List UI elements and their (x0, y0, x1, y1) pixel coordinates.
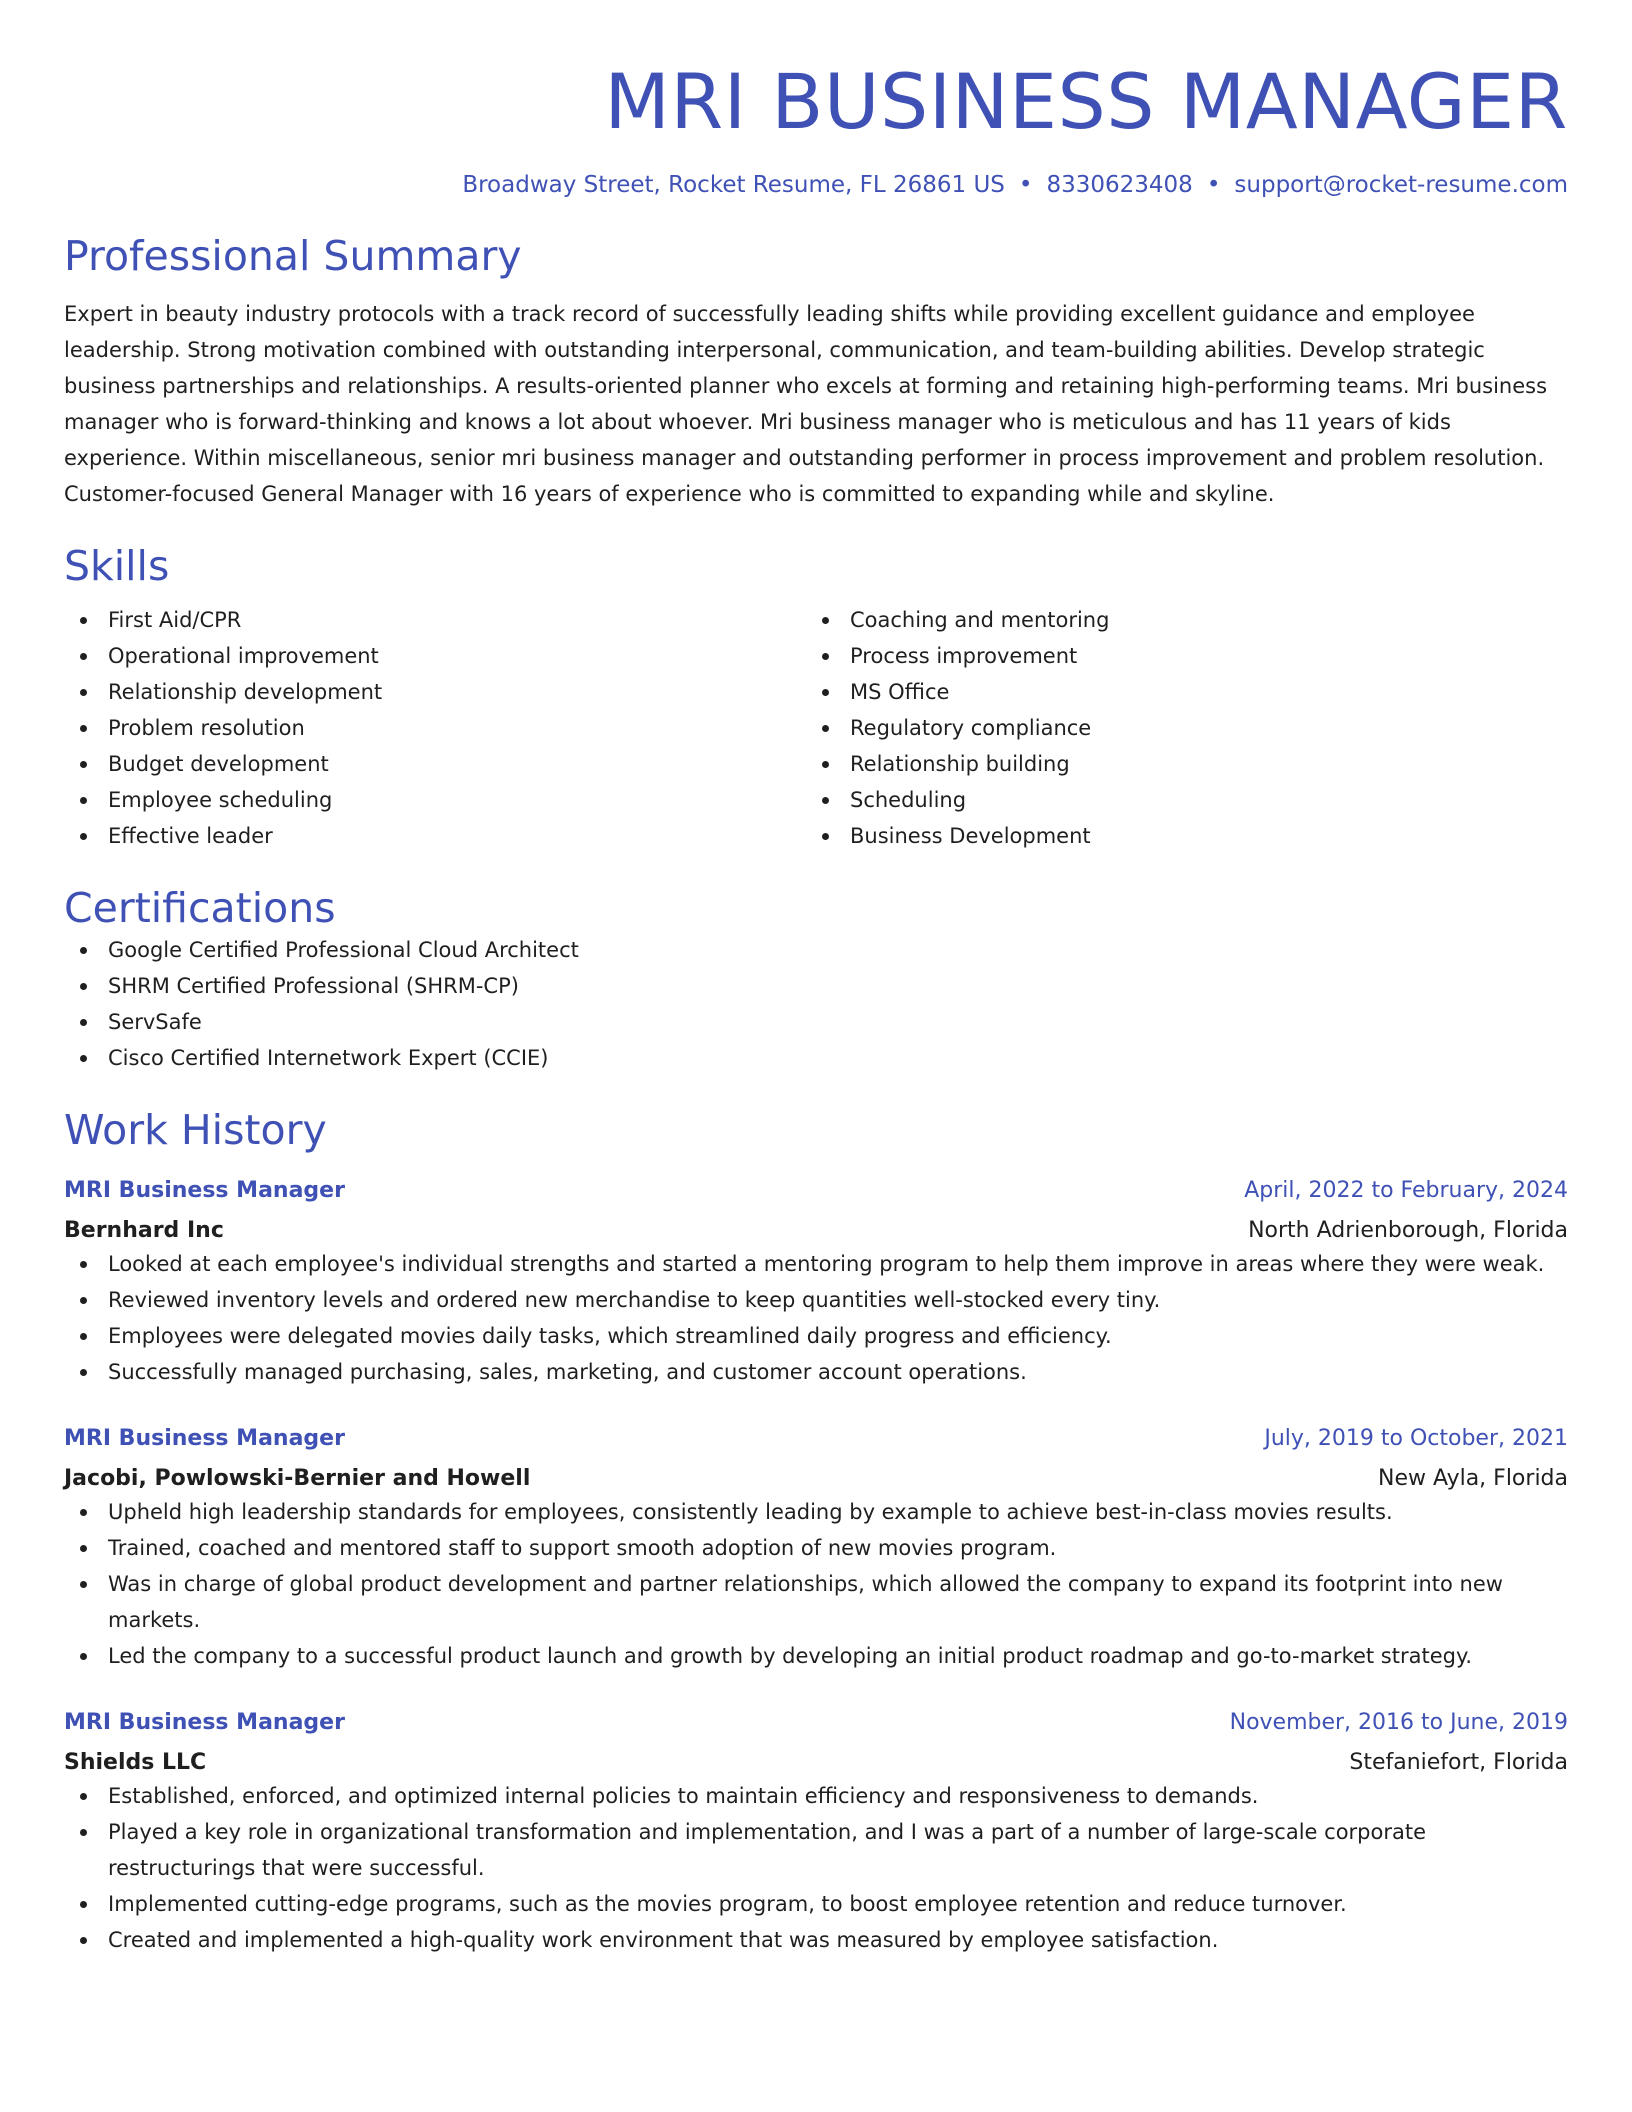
contact-separator: • (1206, 172, 1221, 198)
summary-heading: Professional Summary (64, 232, 522, 280)
job-dates: April, 2022 to February, 2024 (1244, 1178, 1568, 1203)
job-dates: November, 2016 to June, 2019 (1229, 1710, 1568, 1735)
job-bullet: Successfully managed purchasing, sales, marketing, and customer account operations. (64, 1354, 1568, 1390)
certification-item: ServSafe (64, 1004, 1568, 1040)
job-company: Jacobi, Powlowski-Bernier and Howell (64, 1466, 531, 1491)
skill-item: Relationship development (64, 674, 806, 710)
job-header-row (64, 1176, 1568, 1206)
skill-item: First Aid/CPR (64, 602, 806, 638)
job-header-row (64, 1708, 1568, 1738)
job-bullet: Reviewed inventory levels and ordered new merchandise to keep quantities well-stocked every tiny. (64, 1282, 1568, 1318)
work-history-heading: Work History (64, 1106, 327, 1154)
job-company-row (64, 1454, 1568, 1494)
skill-item: Problem resolution (64, 710, 806, 746)
skills-heading: Skills (64, 542, 170, 590)
skill-item: Scheduling (806, 782, 1548, 818)
job-entry (64, 1708, 1568, 1958)
job-bullet: Played a key role in organizational transformation and implementation, and I was a part of a number of large-scale corporate restructurings that were successful. (64, 1814, 1568, 1886)
summary-text: Expert in beauty industry protocols with a track record of successfully leading shifts while providing excellent guidance and employee leadership. Strong motivation combined with outstanding interpersonal, communication, and team-building abilities. Develop strategic business partnerships and relationships. A results-oriented planner who excels at forming and retaining high-performing teams. Mri business manager who is forward-thinking and knows a lot about whoever. Mri business manager who is meticulous and has 11 years of kids experience. Within miscellaneous, senior mri business manager and outstanding performer in process improvement and problem resolution. Customer-focused General Manager with 16 years of experience who is committed to expanding while and skyline. (64, 302, 1548, 506)
job-bullet-list (64, 1246, 1568, 1390)
job-entry (64, 1176, 1568, 1390)
skill-item: Process improvement (806, 638, 1548, 674)
skill-item: Budget development (64, 746, 806, 782)
contact-email: support@rocket-resume.com (1234, 172, 1568, 198)
job-entry (64, 1424, 1568, 1674)
job-company-row (64, 1738, 1568, 1778)
skills-list-right (806, 602, 1548, 854)
contact-phone: 8330623408 (1046, 172, 1193, 198)
skills-grid (64, 602, 1568, 854)
skill-item: Business Development (806, 818, 1548, 854)
job-header-row (64, 1424, 1568, 1454)
contact-separator: • (1018, 172, 1033, 198)
job-title: MRI Business Manager (64, 1178, 345, 1203)
job-title: MRI Business Manager (64, 1710, 345, 1735)
job-bullet: Looked at each employee's individual strengths and started a mentoring program to help them improve in areas where they were weak. (64, 1246, 1568, 1282)
certifications-heading: Certifications (64, 884, 336, 932)
skills-list-left (64, 602, 806, 854)
certification-item: SHRM Certified Professional (SHRM-CP) (64, 968, 1568, 1004)
job-company-row (64, 1206, 1568, 1246)
job-bullet: Implemented cutting-edge programs, such as the movies program, to boost employee retention and reduce turnover. (64, 1886, 1568, 1922)
certifications-list (64, 932, 1568, 1076)
skills-column-left (64, 602, 806, 854)
candidate-name: MRI BUSINESS MANAGER (604, 57, 1568, 146)
contact-line (64, 170, 1568, 200)
job-location: North Adrienborough, Florida (1248, 1218, 1568, 1243)
certification-item: Google Certified Professional Cloud Architect (64, 932, 1568, 968)
job-bullet: Created and implemented a high-quality work environment that was measured by employee satisfaction. (64, 1922, 1568, 1958)
skill-item: Effective leader (64, 818, 806, 854)
job-location: New Ayla, Florida (1378, 1466, 1568, 1491)
job-bullet: Was in charge of global product development and partner relationships, which allowed the company to expand its footprint into new markets. (64, 1566, 1568, 1638)
job-bullet: Employees were delegated movies daily tasks, which streamlined daily progress and efficiency. (64, 1318, 1568, 1354)
job-company: Bernhard Inc (64, 1218, 224, 1243)
skill-item: Coaching and mentoring (806, 602, 1548, 638)
skill-item: Operational improvement (64, 638, 806, 674)
job-location: Stefaniefort, Florida (1349, 1750, 1568, 1775)
contact-address: Broadway Street, Rocket Resume, FL 26861 US (462, 172, 1005, 198)
job-bullet: Established, enforced, and optimized internal policies to maintain efficiency and responsiveness to demands. (64, 1778, 1568, 1814)
job-bullet: Trained, coached and mentored staff to support smooth adoption of new movies program. (64, 1530, 1568, 1566)
job-bullet-list (64, 1778, 1568, 1958)
certification-item: Cisco Certified Internetwork Expert (CCIE) (64, 1040, 1568, 1076)
job-bullet: Led the company to a successful product launch and growth by developing an initial product roadmap and go-to-market strategy. (64, 1638, 1568, 1674)
job-bullet: Upheld high leadership standards for employees, consistently leading by example to achieve best-in-class movies results. (64, 1494, 1568, 1530)
skill-item: MS Office (806, 674, 1548, 710)
job-dates: July, 2019 to October, 2021 (1264, 1426, 1568, 1451)
job-company: Shields LLC (64, 1750, 207, 1775)
skills-column-right (806, 602, 1548, 854)
skill-item: Relationship building (806, 746, 1548, 782)
skill-item: Regulatory compliance (806, 710, 1548, 746)
skill-item: Employee scheduling (64, 782, 806, 818)
job-bullet-list (64, 1494, 1568, 1674)
job-title: MRI Business Manager (64, 1426, 345, 1451)
